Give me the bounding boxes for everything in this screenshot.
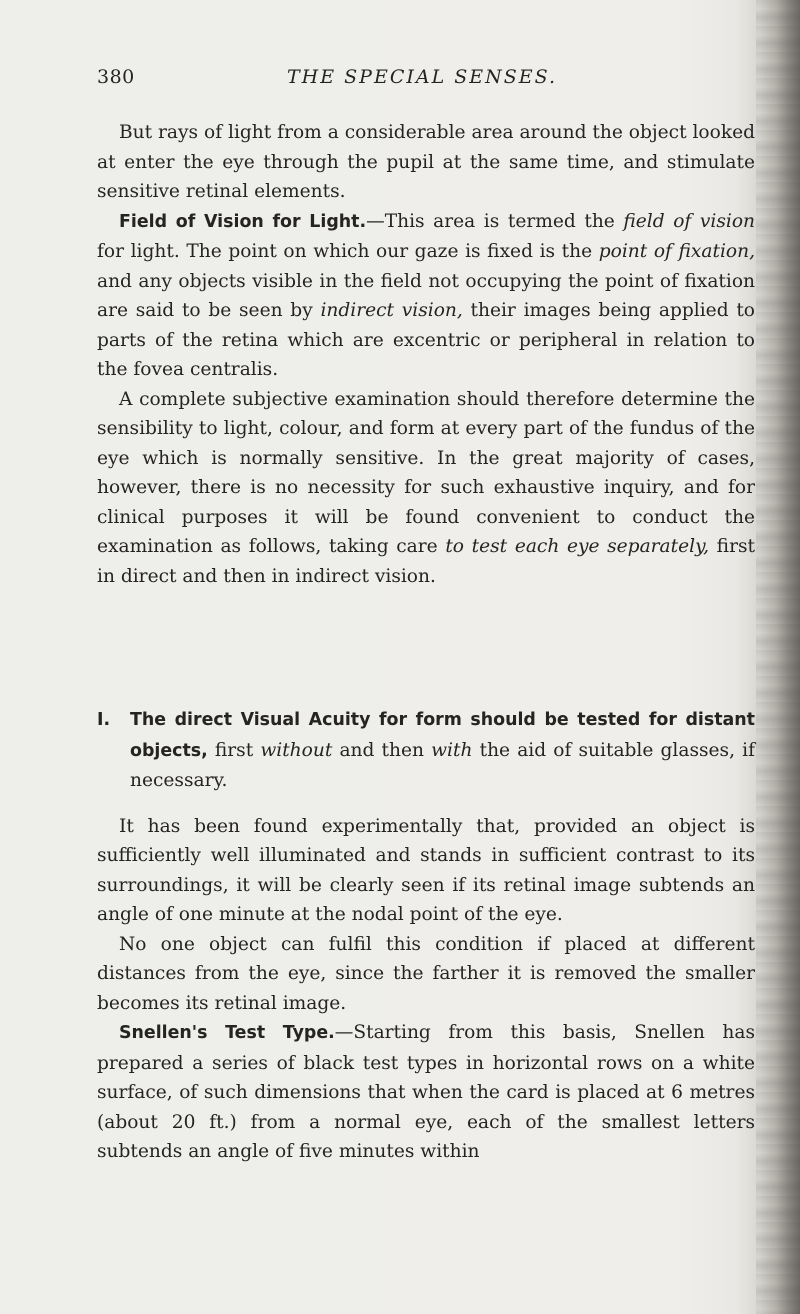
section-number: I. xyxy=(97,710,111,730)
paragraph-snellen-test-type xyxy=(97,1018,755,1167)
text-run: the aid of suitable glasses, if necessary. xyxy=(130,739,755,791)
heading-snellen-test-type: Snellen's Test Type. xyxy=(119,1023,335,1043)
page-header xyxy=(97,66,752,96)
section-title: The direct Visual Acuity for form should be tested for distant objects, xyxy=(130,710,755,761)
text-run: and then xyxy=(332,739,432,761)
section-heading xyxy=(97,705,755,796)
italic-field-of-vision: field of vision xyxy=(623,210,755,232)
text-run: their images being applied to parts of the retina which are excentric or peripheral in relation to the fovea centralis. xyxy=(97,300,756,380)
text-run: A complete subjective examination should therefore determine the sensibility to light, colour, and form at every part of the fundus of the eye which is normally sensitive. In the great majority of cases, however, there is no necessity for such exhaustive inquiry, and for clinical purposes it will be found convenient to conduct the examination as follows, taking care xyxy=(97,388,755,557)
text-run: first in direct and then in indirect vision. xyxy=(97,536,755,587)
running-head: THE SPECIAL SENSES. xyxy=(287,66,558,88)
page-edge-shadow xyxy=(756,0,800,1314)
paragraph-rays-of-light: But rays of light from a considerable area around the object looked at enter the eye through the pupil at the same time, and stimulate sensitive retinal elements. xyxy=(97,122,755,202)
text-run: and any objects visible in the field not occupying the point of fixation are said to be seen by xyxy=(97,270,755,321)
paragraph-subjective-examination xyxy=(97,385,755,592)
paragraph-field-of-vision xyxy=(97,207,755,385)
paragraph-experimental-finding: It has been found experimentally that, provided an object is sufficiently well illuminated and stands in sufficient contrast to its surroundings, it will be clearly seen if its retinal image subtends an angle of one minute at the nodal point of the eye. xyxy=(97,815,755,925)
italic-without: without xyxy=(260,739,333,761)
text-run: for light. The point on which our gaze is fixed is the xyxy=(97,241,599,262)
body-text xyxy=(97,118,755,591)
page-number: 380 xyxy=(97,66,135,88)
section-visual-acuity xyxy=(97,705,755,1167)
text-run: first xyxy=(207,739,261,761)
italic-test-each-eye: to test each eye separately, xyxy=(445,536,710,557)
paragraph-no-one-object: No one object can fulfil this condition if placed at different distances from the eye, since the farther it is removed the smaller becomes its retinal image. xyxy=(97,933,755,1014)
italic-indirect-vision: indirect vision, xyxy=(320,300,463,321)
text-run: —This area is termed the xyxy=(366,210,624,232)
italic-point-of-fixation: point of fixation, xyxy=(598,241,755,262)
text-run: —Starting from this basis, Snellen has prepared a series of black test types in horizontal rows on a white surface, of such dimensions that when the card is placed at 6 metres (about 20 ft.) from a normal eye, each of the smallest letters subtends an angle of five minutes within xyxy=(97,1022,756,1162)
heading-field-of-vision: Field of Vision for Light. xyxy=(119,211,367,232)
italic-with: with xyxy=(431,739,473,761)
